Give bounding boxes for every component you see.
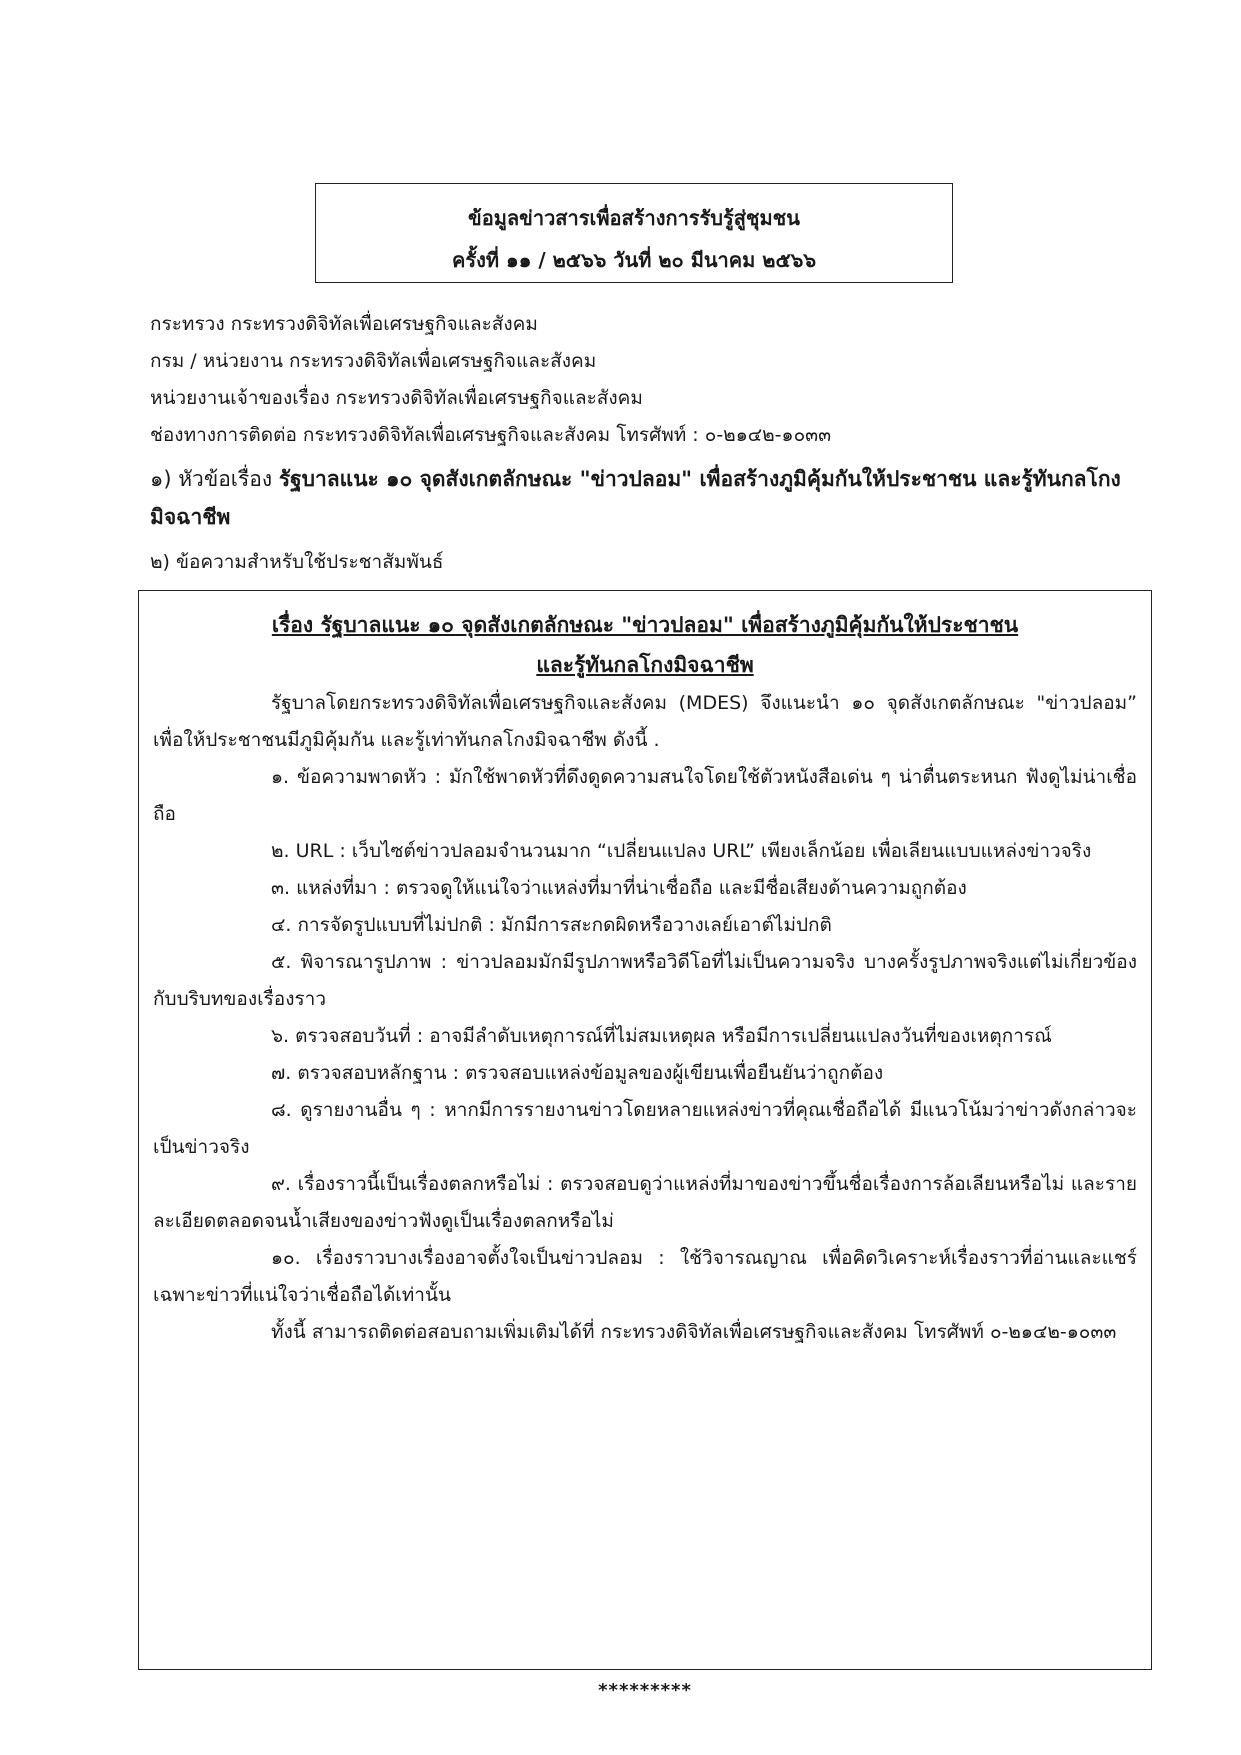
article-box bbox=[138, 590, 1152, 1670]
header-title: ข้อมูลข่าวสารเพื่อสร้างการรับรู้สู่ชุมชน bbox=[468, 206, 800, 230]
meta-contact: ช่องทางการติดต่อ กระทรวงดิจิทัลเพื่อเศรษฐกิจและสังคม โทรศัพท์ : ๐-๒๑๔๒-๑๐๓๓ bbox=[150, 424, 832, 446]
meta-block bbox=[150, 306, 1110, 454]
topic-line bbox=[150, 460, 1140, 536]
article-item-4: ๔. การจัดรูปแบบที่ไม่ปกติ : มักมีการสะกดผิดหรือวางเลย์เอาต์ไม่ปกติ bbox=[271, 914, 832, 936]
header-box bbox=[315, 183, 953, 283]
end-mark: ********* bbox=[598, 1680, 692, 1701]
article-item-9: ๙. เรื่องราวนี้เป็นเรื่องตลกหรือไม่ : ตรวจสอบดูว่าแหล่งที่มาของข่าวขึ้นชื่อเรื่องการล้อเลียนหรือไม่ และรายละเอียดตลอดจนน้ำเสียงของข่าวฟังดูเป็นเรื่องตลกหรือไม่ bbox=[153, 1173, 1137, 1232]
meta-owner: หน่วยงานเจ้าของเรื่อง กระทรวงดิจิทัลเพื่อเศรษฐกิจและสังคม bbox=[150, 387, 643, 409]
meta-ministry: กระทรวง กระทรวงดิจิทัลเพื่อเศรษฐกิจและสังคม bbox=[150, 313, 538, 335]
article-item-2: ๒. URL : เว็บไซต์ข่าวปลอมจำนวนมาก “เปลี่ยนแปลง URL” เพียงเล็กน้อย เพื่อเลียนแบบแหล่งข่าวจริง bbox=[271, 840, 1092, 862]
article-intro: รัฐบาลโดยกระทรวงดิจิทัลเพื่อเศรษฐกิจและสังคม (MDES) จึงแนะนำ ๑๐ จุดสังเกตลักษณะ "ข่าวปลอม” เพื่อให้ประชาชนมีภูมิคุ้มกัน และรู้เท่าทันกลโกงมิจฉาชีพ ดังนี้ . bbox=[153, 692, 1137, 751]
article-item-1: ๑. ข้อความพาดหัว : มักใช้พาดหัวที่ดึงดูดความสนใจโดยใช้ตัวหนังสือเด่น ๆ น่าตื่นตระหนก ฟังดูไม่น่าเชื่อถือ bbox=[153, 766, 1137, 825]
topic-prefix: ๑) หัวข้อเรื่อง bbox=[150, 467, 279, 491]
article-item-6: ๖. ตรวจสอบวันที่ : อาจมีลำดับเหตุการณ์ที่ไม่สมเหตุผล หรือมีการเปลี่ยนแปลงวันที่ของเหตุการณ์ bbox=[271, 1025, 1052, 1047]
article-closing: ทั้งนี้ สามารถติดต่อสอบถามเพิ่มเติมได้ที่ กระทรวงดิจิทัลเพื่อเศรษฐกิจและสังคม โทรศัพท์ ๐-๒๑๔๒-๑๐๓๓ bbox=[271, 1321, 1117, 1343]
meta-department: กรม / หน่วยงาน กระทรวงดิจิทัลเพื่อเศรษฐกิจและสังคม bbox=[150, 350, 597, 372]
article-item-8: ๘. ดูรายงานอื่น ๆ : หากมีการรายงานข่าวโดยหลายแหล่งข่าวที่คุณเชื่อถือได้ มีแนวโน้มว่าข่าวดังกล่าวจะเป็นข่าวจริง bbox=[153, 1099, 1137, 1158]
article-item-7: ๗. ตรวจสอบหลักฐาน : ตรวจสอบแหล่งข้อมูลของผู้เขียนเพื่อยืนยันว่าถูกต้อง bbox=[271, 1062, 884, 1084]
topic-text: รัฐบาลแนะ ๑๐ จุดสังเกตลักษณะ "ข่าวปลอม" เพื่อสร้างภูมิคุ้มกันให้ประชาชน และรู้ทันกลโกงมิจฉาชีพ bbox=[150, 467, 1121, 529]
article-item-3: ๓. แหล่งที่มา : ตรวจดูให้แน่ใจว่าแหล่งที่มาที่น่าเชื่อถือ และมีชื่อเสียงด้านความถูกต้อง bbox=[271, 877, 967, 899]
header-issue-date: ครั้งที่ ๑๑ / ๒๕๖๖ วันที่ ๒๐ มีนาคม ๒๕๖๖ bbox=[451, 248, 817, 272]
article-title-line1: เรื่อง รัฐบาลแนะ ๑๐ จุดสังเกตลักษณะ "ข่าวปลอม" เพื่อสร้างภูมิคุ้มกันให้ประชาชน bbox=[271, 613, 1019, 637]
article-item-5: ๕. พิจารณารูปภาพ : ข่าวปลอมมักมีรูปภาพหรือวิดีโอที่ไม่เป็นความจริง บางครั้งรูปภาพจริงแต่ไม่เกี่ยวข้องกับบริบทของเรื่องราว bbox=[153, 951, 1137, 1010]
article-item-10: ๑๐. เรื่องราวบางเรื่องอาจตั้งใจเป็นข่าวปลอม : ใช้วิจารณญาณ เพื่อคิดวิเคราะห์เรื่องราวที่อ่านและแชร์เฉพาะข่าวที่แน่ใจว่าเชื่อถือได้เท่านั้น bbox=[153, 1247, 1137, 1306]
article-title-line2: และรู้ทันกลโกงมิจฉาชีพ bbox=[536, 653, 754, 677]
pr-subhead: ๒) ข้อความสำหรับใช้ประชาสัมพันธ์ bbox=[150, 551, 444, 573]
article-title bbox=[153, 605, 1137, 685]
